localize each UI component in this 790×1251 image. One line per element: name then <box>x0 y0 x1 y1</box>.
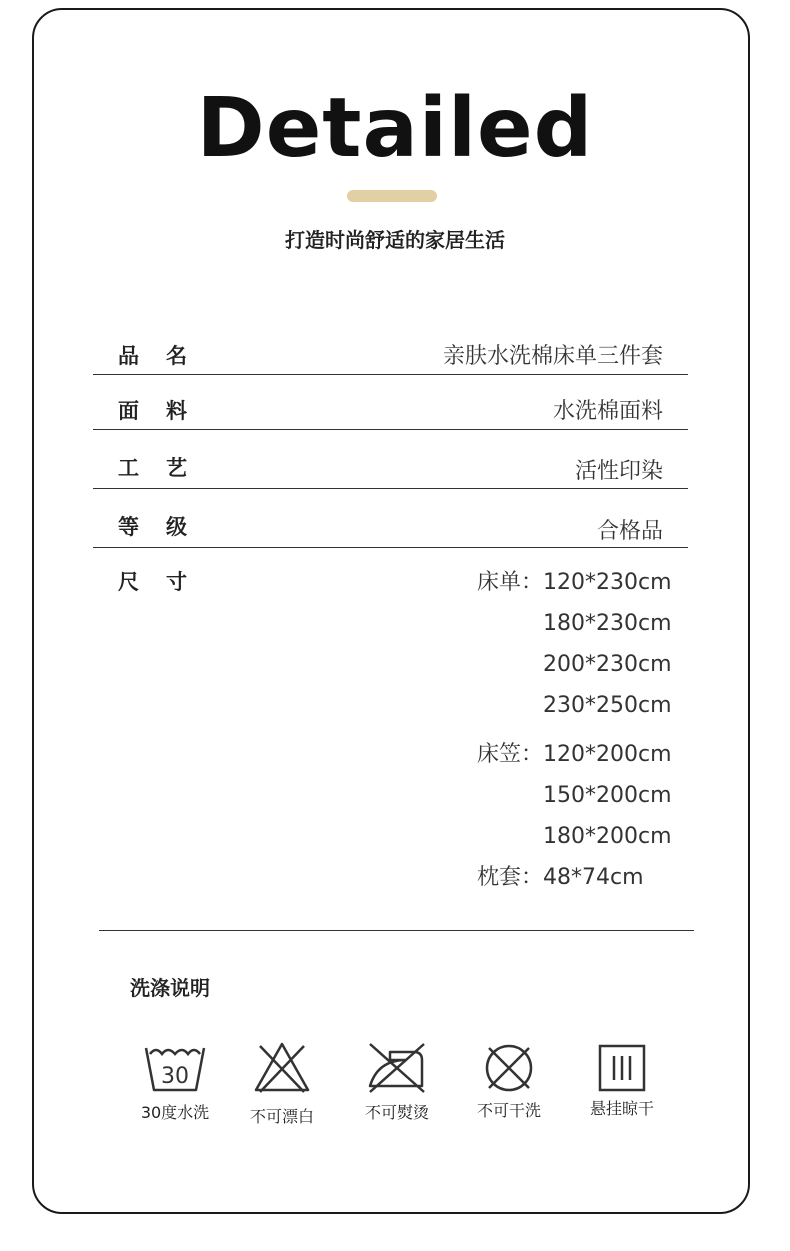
care-item-hangdry <box>567 1040 677 1119</box>
size-line <box>471 685 672 726</box>
size-value: 150*200cm <box>543 783 672 808</box>
size-value: 230*250cm <box>543 693 672 718</box>
size-line <box>471 775 672 816</box>
care-label: 30度水洗 <box>140 1103 210 1122</box>
spec-value: 亲肤水洗棉床单三件套 <box>442 344 663 369</box>
size-value: 120*230cm <box>543 570 672 595</box>
size-line <box>471 603 672 644</box>
size-value: 180*200cm <box>543 824 672 849</box>
wash-30-icon <box>142 1040 208 1096</box>
care-label: 不可干洗 <box>476 1101 541 1120</box>
spec-label: 品 名 <box>118 344 187 368</box>
no-dry-clean-icon <box>481 1040 537 1096</box>
spec-value: 活性印染 <box>574 459 663 484</box>
spec-row-craft <box>93 430 688 489</box>
size-value: 120*200cm <box>543 742 672 767</box>
care-item-iron <box>342 1040 452 1123</box>
size-category-label: 床笠： <box>476 742 543 767</box>
care-label: 不可漂白 <box>249 1107 314 1126</box>
page-title: Detailed <box>196 81 594 176</box>
size-line <box>471 644 672 685</box>
size-value: 48*74cm <box>543 865 644 890</box>
care-item-dryclean <box>454 1040 564 1121</box>
spec-row-fabric <box>93 375 688 430</box>
section-divider <box>99 930 694 931</box>
size-label: 尺 寸 <box>118 570 187 594</box>
spec-label: 工 艺 <box>118 456 187 480</box>
size-line <box>471 734 672 775</box>
size-line <box>471 562 672 603</box>
spec-value: 水洗棉面料 <box>552 399 663 424</box>
spec-row-grade <box>93 489 688 548</box>
care-label: 悬挂晾干 <box>589 1099 654 1118</box>
spec-label: 等 级 <box>118 515 187 539</box>
hang-dry-icon <box>594 1040 650 1096</box>
svg-text:30: 30 <box>161 1064 189 1089</box>
size-value: 180*230cm <box>543 611 672 636</box>
care-item-wash <box>120 1040 230 1123</box>
size-line <box>471 816 672 857</box>
care-title: 洗涤说明 <box>130 976 210 1000</box>
no-bleach-icon <box>252 1040 312 1096</box>
size-list <box>471 562 672 898</box>
size-category-label: 枕套： <box>476 865 543 890</box>
no-iron-icon <box>366 1040 428 1096</box>
size-line <box>471 857 668 898</box>
size-value: 200*230cm <box>543 652 672 677</box>
accent-bar <box>347 190 437 202</box>
care-item-bleach <box>227 1040 337 1127</box>
spec-value: 合格品 <box>596 519 663 544</box>
spec-row-name <box>93 330 688 375</box>
size-category-label: 床单： <box>476 570 543 595</box>
care-label: 不可熨烫 <box>364 1103 429 1122</box>
spec-label: 面 料 <box>118 399 187 423</box>
page-subtitle: 打造时尚舒适的家居生活 <box>285 228 505 252</box>
